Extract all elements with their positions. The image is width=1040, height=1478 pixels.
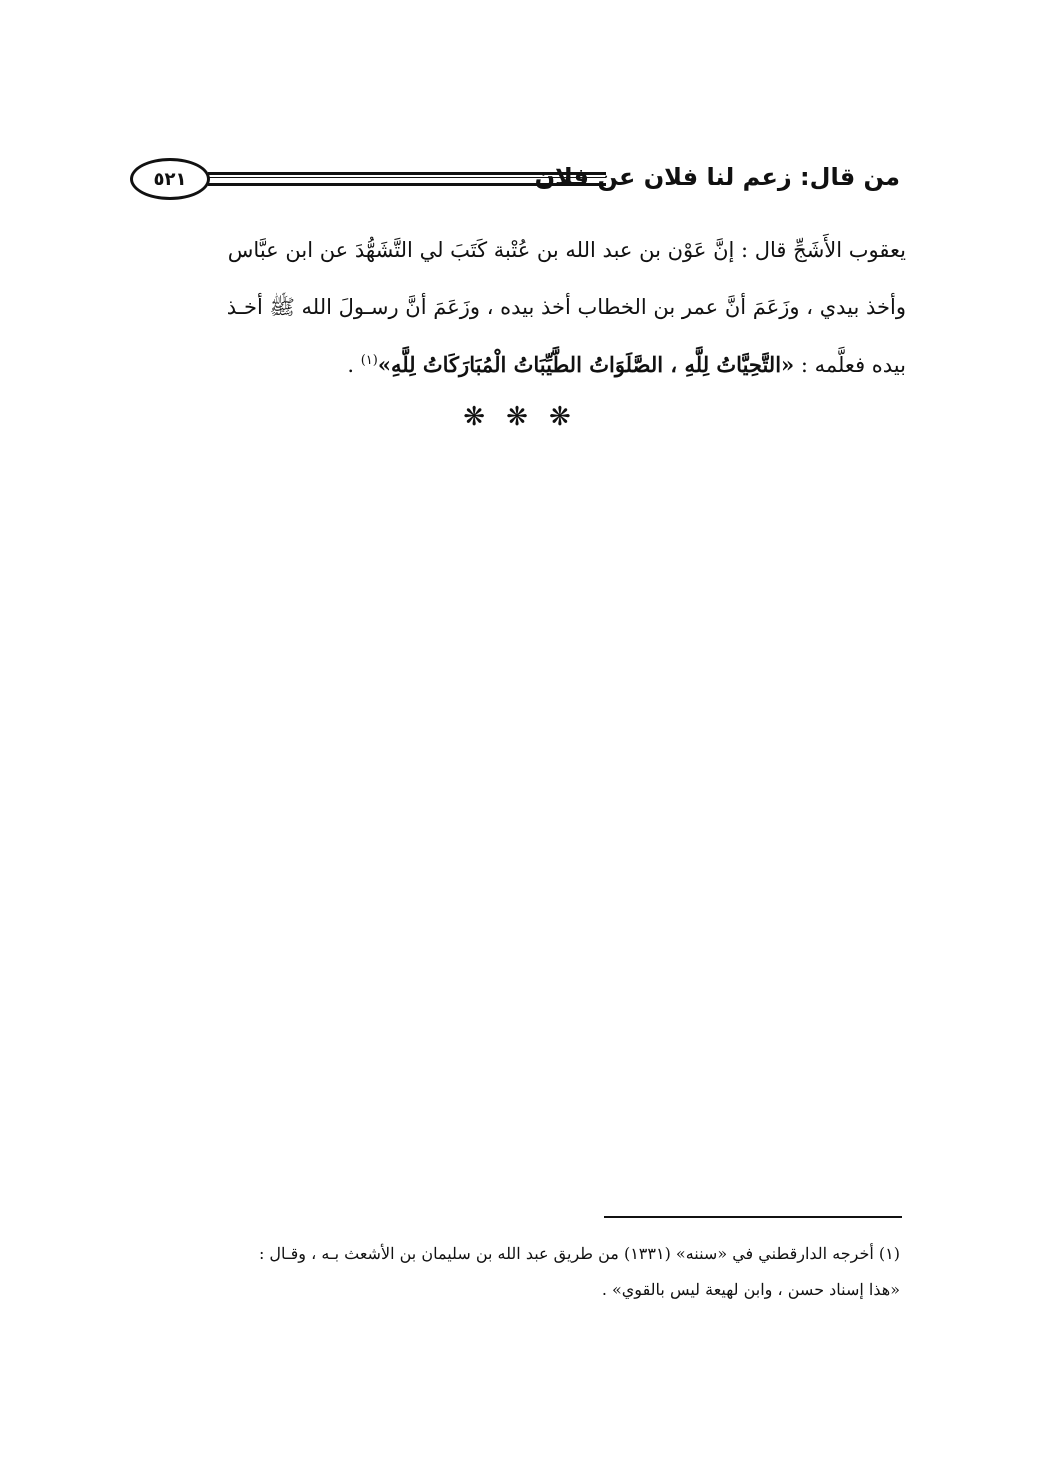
- section-separator: ❋ ❋ ❋: [463, 402, 577, 432]
- footnote-line-1: (١) أخرجه الدارقطني في «سننه» (١٣٣١) من طريق عبد الله بن سليمان بن الأشعث بـه ، وقـال :: [258, 1244, 900, 1263]
- page-header: [130, 154, 910, 216]
- page-number: ٥٢١: [130, 158, 210, 200]
- body-line-3: [130, 336, 906, 394]
- body-line-1: يعقوب الأَشَجِّ قال : إنَّ عَوْن بن عبد الله بن عُتْبة كَتَبَ لي التَّشَهُّدَ عن ابن عبَّاس: [227, 238, 906, 262]
- chapter-title: من قال: زعم لنا فلان عن فلان: [534, 163, 900, 191]
- body-line-3-end: .: [347, 353, 361, 377]
- footnote-rule: [604, 1216, 902, 1218]
- body-line-3-prefix: بيده فعلَّمه :: [794, 353, 906, 377]
- footnotes: [130, 1236, 900, 1308]
- tashahhud-quote: «التَّحِيَّاتُ لِلَّهِ ، الصَّلَوَاتُ الطَّيِّبَاتُ الْمُبَارَكَاتُ لِلَّهِ»: [377, 352, 795, 377]
- footnote-marker: (١): [360, 353, 378, 368]
- body-line-2: وأخذ بيدي ، وزَعَمَ أنَّ عمر بن الخطاب أخذ بيده ، وزَعَمَ أنَّ رسـولَ الله ﷺ أخـذ: [226, 295, 906, 319]
- footnote-line-2: «هذا إسناد حسن ، وابن لهيعة ليس بالقوي» .: [601, 1280, 900, 1299]
- body-text: [130, 222, 906, 394]
